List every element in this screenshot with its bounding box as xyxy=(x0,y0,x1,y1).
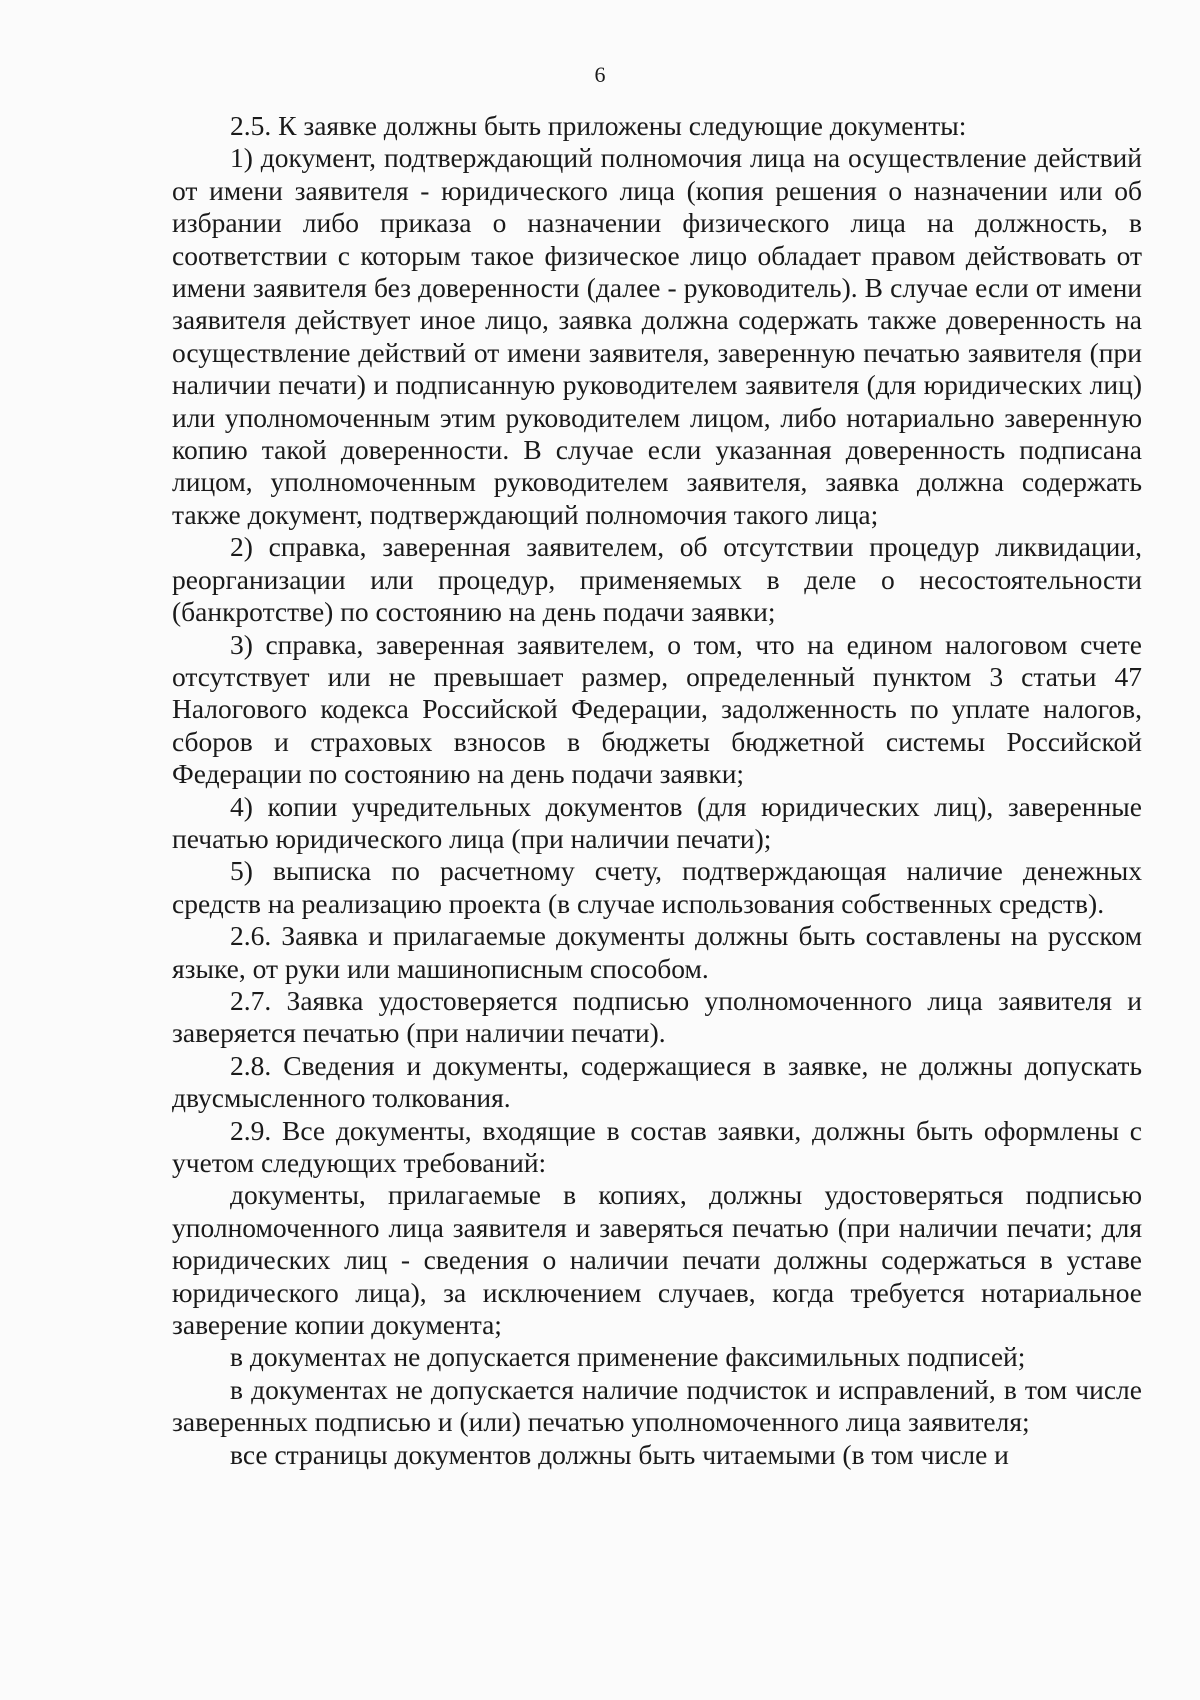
paragraph-2-5: 2.5. К заявке должны быть приложены следующие документы: xyxy=(230,110,967,141)
paragraph-item-3: 3) справка, заверенная заявителем, о том, что на едином налоговом счете отсутствует или не превышает размер, определенный пунктом 3 статьи 47 Налогового кодекса Российской Федерации, задолженность по уплате налогов, сборов и страховых взносов в бюджеты бюджетной системы Российской Федерации по состоянию на день подачи заявки; xyxy=(172,628,1142,790)
paragraph-2-9: 2.9. Все документы, входящие в состав заявки, должны быть оформлены с учетом следующих требований: xyxy=(172,1114,1142,1178)
paragraph-2-6: 2.6. Заявка и прилагаемые документы должны быть составлены на русском языке, от руки или машинописным способом. xyxy=(172,920,1142,984)
document-body xyxy=(172,110,1142,1471)
requirement-corrections: в документах не допускается наличие подчисток и исправлений, в том числе заверенных подписью и (или) печатью уполномоченного лица заявителя; xyxy=(172,1373,1142,1438)
paragraph-2-8: 2.8. Сведения и документы, содержащиеся в заявке, не должны допускать двусмысленного толкования. xyxy=(172,1049,1142,1114)
paragraph-2-7: 2.7. Заявка удостоверяется подписью уполномоченного лица заявителя и заверяется печатью (при наличии печати). xyxy=(172,984,1142,1049)
paragraph-item-1: 1) документ, подтверждающий полномочия лица на осуществление действий от имени заявителя - юридического лица (копия решения о назначении или об избрании либо приказа о назначении физического лица на должность, в соответствии с которым такое физическое лицо обладает правом действовать от имени заявителя без доверенности (далее - руководитель). В случае если от имени заявителя действует иное лицо, заявка должна содержать также доверенность на осуществление действий от имени заявителя, заверенную печатью заявителя (при наличии печати) и подписанную руководителем заявителя (для юридических лиц) или уполномоченным этим руководителем лицом, либо нотариально заверенную копию такой доверенности. В случае если указанная доверенность подписана лицом, уполномоченным руководителем заявителя, заявка должна содержать также документ, подтверждающий полномочия такого лица; xyxy=(172,142,1142,530)
requirement-readable: все страницы документов должны быть читаемыми (в том числе и xyxy=(230,1438,1009,1470)
page-number: 6 xyxy=(594,62,606,87)
requirement-facsimile: в документах не допускается применение факсимильных подписей; xyxy=(230,1341,1026,1373)
paragraph-item-5: 5) выписка по расчетному счету, подтверждающая наличие денежных средств на реализацию проекта (в случае использования собственных средств). xyxy=(172,855,1142,919)
paragraph-item-4: 4) копии учредительных документов (для юридических лиц), заверенные печатью юридического лица (при наличии печати); xyxy=(172,790,1142,854)
paragraph-item-2: 2) справка, заверенная заявителем, об отсутствии процедур ликвидации, реорганизации или процедур, применяемых в деле о несостоятельности (банкротстве) по состоянию на день подачи заявки; xyxy=(172,531,1142,628)
requirement-copies: документы, прилагаемые в копиях, должны удостоверяться подписью уполномоченного лица заявителя и заверяться печатью (при наличии печати; для юридических лиц - сведения о наличии печати должны содержаться в уставе юридического лица), за исключением случаев, когда требуется нотариальное заверение копии документа; xyxy=(172,1179,1142,1341)
